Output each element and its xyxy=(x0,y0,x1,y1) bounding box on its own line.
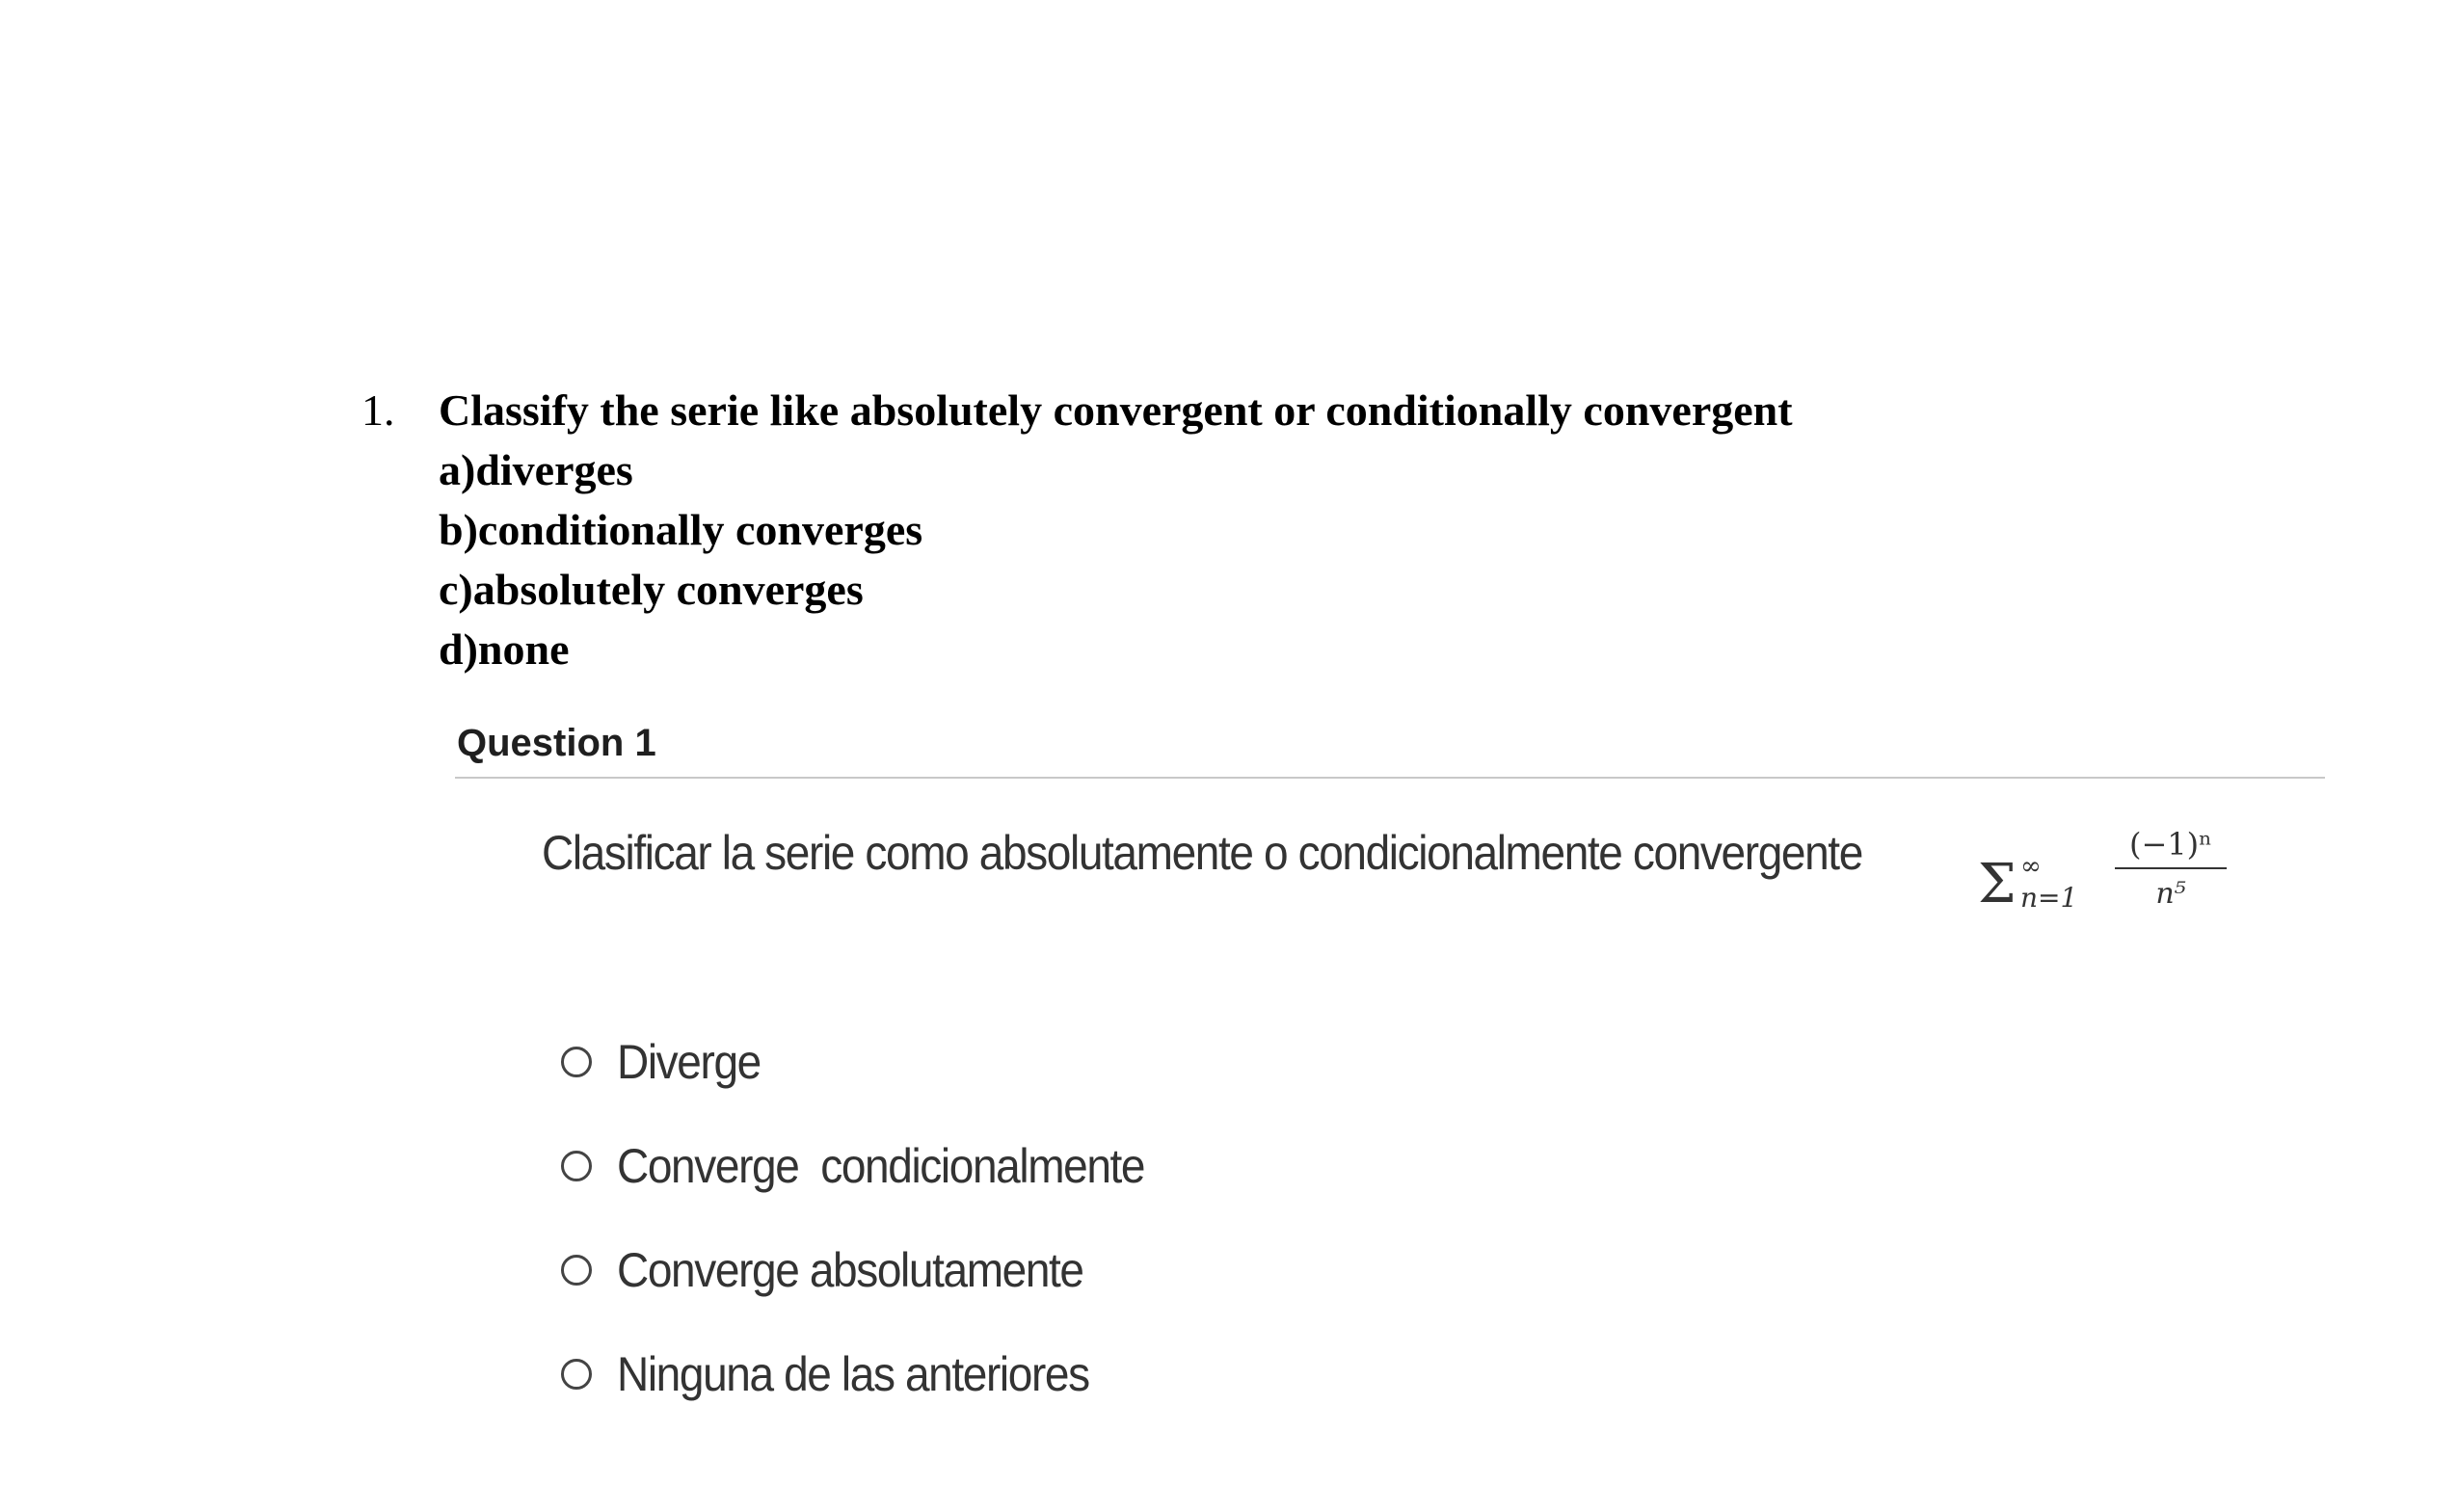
option-diverge[interactable] xyxy=(561,1010,1190,1114)
option-converge-conditionally[interactable] xyxy=(561,1114,1190,1218)
radio-button-diverge[interactable] xyxy=(561,1047,592,1077)
option-label: Converge condicionalmente xyxy=(617,1139,1145,1193)
choice-d: d)none xyxy=(439,624,570,674)
option-label: Ninguna de las anteriores xyxy=(617,1347,1089,1401)
quiz-heading: Question 1 xyxy=(457,722,656,764)
question-body xyxy=(439,381,2097,679)
choice-b: b)conditionally converges xyxy=(439,505,923,554)
sum-upper-limit: ∞ xyxy=(2020,852,2042,881)
fraction xyxy=(2115,825,2227,914)
series-formula xyxy=(1978,825,2229,950)
quiz-prompt-row xyxy=(542,825,1977,881)
radio-button-converge-absolutely[interactable] xyxy=(561,1255,592,1286)
option-none[interactable] xyxy=(561,1322,1190,1426)
radio-button-converge-conditionally[interactable] xyxy=(561,1151,592,1181)
question-title: Classify the serie like absolutely convergent or conditionally convergent xyxy=(439,385,1793,435)
fraction-numerator: (−1)ⁿ xyxy=(2129,826,2212,862)
radio-button-none[interactable] xyxy=(561,1359,592,1390)
option-label: Diverge xyxy=(617,1035,761,1089)
quiz-panel xyxy=(455,711,2325,1401)
choice-c: c)absolutely converges xyxy=(439,565,864,614)
option-label: Converge absolutamente xyxy=(617,1243,1083,1297)
fraction-denominator: n⁵ xyxy=(2155,877,2186,911)
option-converge-absolutely[interactable] xyxy=(561,1218,1190,1322)
answer-options xyxy=(561,1010,1190,1426)
heading-divider xyxy=(455,777,2325,779)
choice-a: a)diverges xyxy=(439,445,633,494)
sum-lower-limit: n=1 xyxy=(2020,882,2078,914)
sigma-symbol: Σ xyxy=(1978,853,2017,915)
fraction-bar xyxy=(2115,867,2227,869)
quiz-prompt: Clasificar la serie como absolutamente o condicionalmente convergente xyxy=(542,826,1862,880)
question-number: 1. xyxy=(361,385,395,435)
